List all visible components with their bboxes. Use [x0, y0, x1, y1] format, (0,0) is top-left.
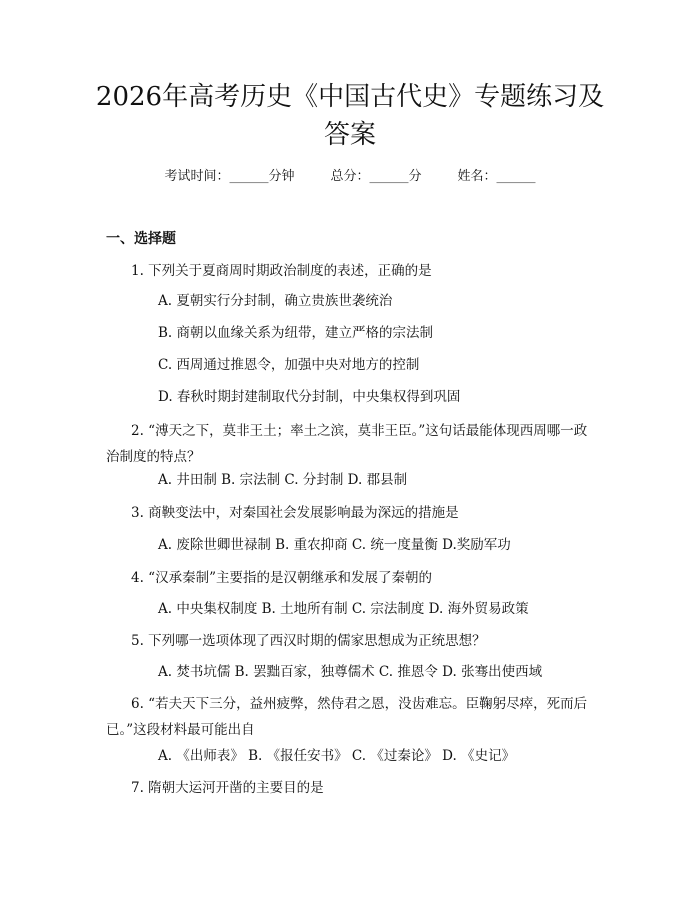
question-7: 7. 隋朝大运河开凿的主要目的是	[131, 780, 324, 796]
question-3-options: A. 废除世卿世禄制 B. 重农抑商 C. 统一度量衡 D.奖励军功	[158, 537, 511, 553]
question-2: 2. “溥天之下，莫非王土；率土之滨，莫非王臣。”这句话最能体现西周哪一政治制度的特点？	[106, 423, 588, 465]
question-1-option-d: D. 春秋时期封建制取代分封制，中央集权得到巩固	[158, 389, 461, 405]
student-name: 姓名：______	[457, 169, 536, 184]
exam-time: 考试时间：______分钟	[164, 169, 295, 184]
section-title: 一、选择题	[106, 231, 176, 247]
question-6: 6. “若夫天下三分，益州疲弊，然侍君之恩，没齿难忘。臣鞠躬尽瘁，死而后已。”这段材料最可能出自	[106, 696, 588, 738]
page-title-line-1: 2026年高考历史《中国古代史》专题练习及	[95, 82, 605, 112]
page-title-line-2: 答案	[323, 120, 376, 150]
question-4: 4. “汉承秦制”主要指的是汉朝继承和发展了秦朝的	[131, 570, 432, 586]
question-3: 3. 商鞅变法中，对秦国社会发展影响最为深远的措施是	[131, 505, 459, 521]
question-6-options: A. 《出师表》 B. 《报任安书》 C. 《过秦论》 D. 《史记》	[158, 748, 516, 764]
question-1-option-a: A. 夏朝实行分封制，确立贵族世袭统治	[158, 293, 393, 309]
question-5: 5. 下列哪一选项体现了西汉时期的儒家思想成为正统思想？	[131, 633, 486, 649]
page-title	[90, 78, 610, 154]
question-1-option-b: B. 商朝以血缘关系为纽带，建立严格的宗法制	[158, 325, 434, 341]
question-1: 1. 下列关于夏商周时期政治制度的表述，正确的是	[131, 263, 432, 279]
exam-score: 总分：______分	[330, 169, 422, 184]
exam-meta	[0, 166, 700, 188]
question-5-options: A. 焚书坑儒 B. 罢黜百家，独尊儒术 C. 推恩令 D. 张骞出使西域	[158, 664, 543, 680]
question-2-options: A. 井田制 B. 宗法制 C. 分封制 D. 郡县制	[158, 472, 408, 488]
question-1-option-c: C. 西周通过推恩令，加强中央对地方的控制	[158, 357, 420, 373]
question-4-options: A. 中央集权制度 B. 土地所有制 C. 宗法制度 D. 海外贸易政策	[158, 601, 529, 617]
